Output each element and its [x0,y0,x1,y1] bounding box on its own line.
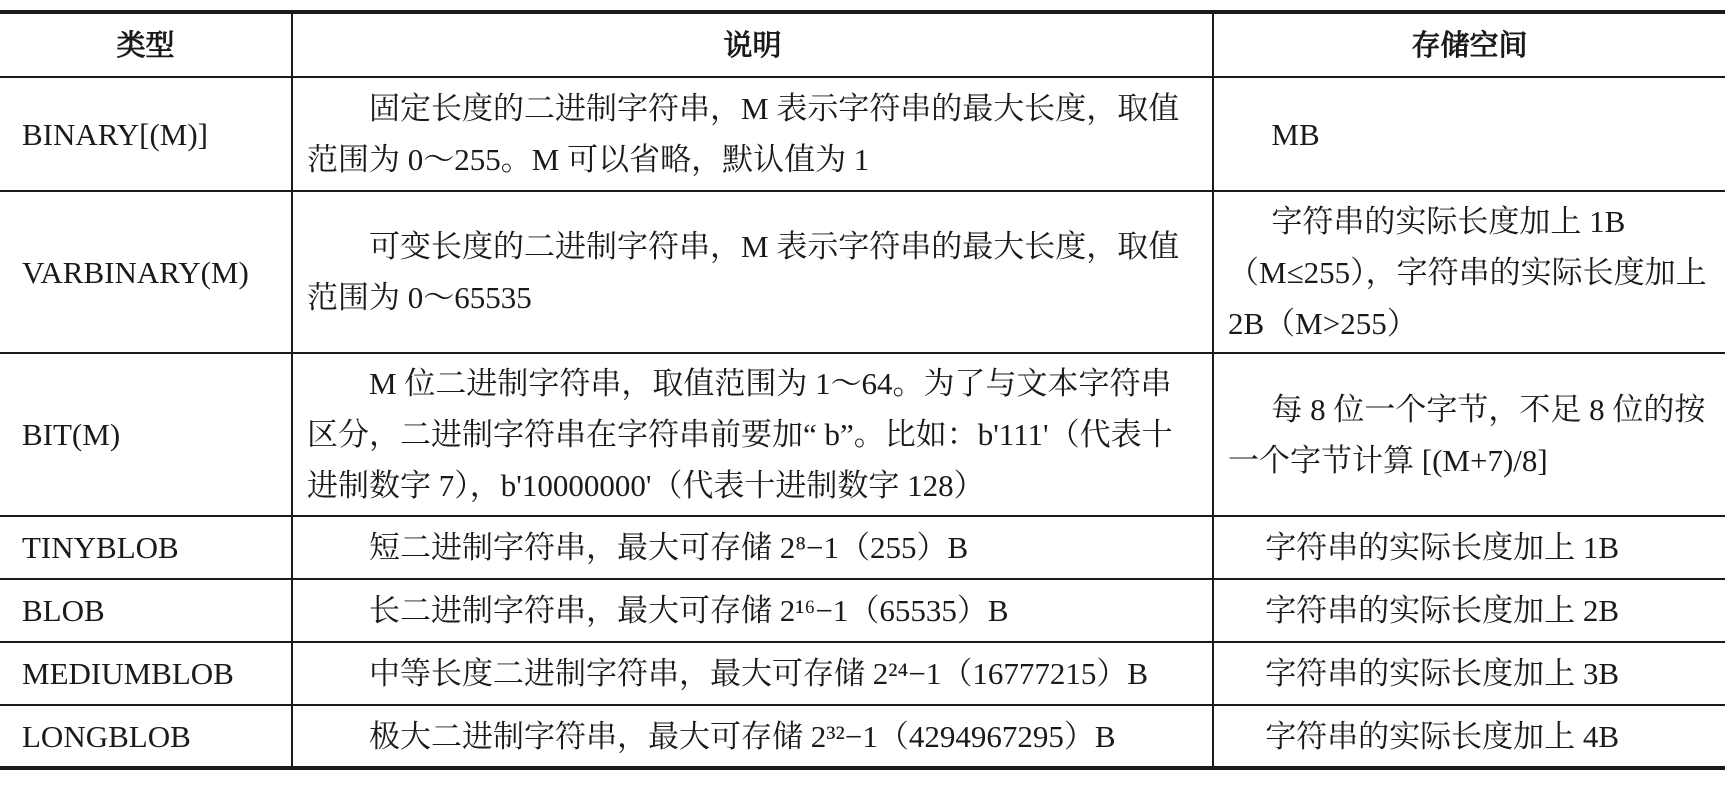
header-storage: 存储空间 [1213,12,1725,77]
description-text: 极大二进制字符串，最大可存储 2³²−1（4294967295）B [369,718,1116,754]
storage-text: 字符串的实际长度加上 1B [1265,530,1620,565]
table-row [0,77,1725,191]
table-row [0,705,1725,768]
type-cell: BLOB [0,579,292,642]
storage-text: 字符串的实际长度加上 1B（M≤255），字符串的实际长度加上 2B（M>255） [1228,203,1707,341]
storage-cell [1213,353,1725,516]
description-text: 固定长度的二进制字符串，M 表示字符串的最大长度，取值范围为 0～255。M 可以省略，默认值为 1 [307,91,1180,177]
header-type: 类型 [0,12,292,77]
table-row [0,191,1725,353]
storage-text: 字符串的实际长度加上 2B [1265,593,1620,628]
table-row [0,516,1725,579]
header-description: 说明 [292,12,1213,77]
storage-text: 每 8 位一个字节，不足 8 位的按一个字节计算 [(M+7)/8] [1228,391,1706,478]
table-header-row [0,12,1725,77]
storage-cell [1213,77,1725,191]
description-cell [292,77,1213,191]
description-text: 短二进制字符串，最大可存储 2⁸−1（255）B [369,530,969,565]
description-text: M 位二进制字符串，取值范围为 1～64。为了与文本字符串区分，二进制字符串在字符串前要加“ b”。比如：b'111'（代表十进制数字 7），b'10000000'（代表十进制数字 128） [307,366,1173,503]
type-cell: BIT(M) [0,353,292,516]
description-cell [292,642,1213,705]
type-cell: TINYBLOB [0,516,292,579]
storage-cell [1213,705,1725,768]
type-cell: LONGBLOB [0,705,292,768]
description-text: 中等长度二进制字符串，最大可存储 2²⁴−1（16777215）B [369,656,1149,691]
description-text: 可变长度的二进制字符串，M 表示字符串的最大长度，取值范围为 0～65535 [307,229,1180,315]
description-cell [292,579,1213,642]
storage-cell [1213,516,1725,579]
type-cell: MEDIUMBLOB [0,642,292,705]
description-text: 长二进制字符串，最大可存储 2¹⁶−1（65535）B [369,593,1009,628]
binary-types-table [0,10,1725,770]
description-cell [292,516,1213,579]
storage-text: 字符串的实际长度加上 4B [1265,718,1620,754]
type-cell: BINARY[(M)] [0,77,292,191]
storage-cell [1213,579,1725,642]
type-cell: VARBINARY(M) [0,191,292,353]
table-row [0,579,1725,642]
description-cell [292,353,1213,516]
storage-text: 字符串的实际长度加上 3B [1265,656,1620,691]
table-row [0,642,1725,705]
storage-cell [1213,191,1725,353]
description-cell [292,191,1213,353]
storage-text: MB [1271,116,1320,152]
table-row [0,353,1725,516]
description-cell [292,705,1213,768]
storage-cell [1213,642,1725,705]
